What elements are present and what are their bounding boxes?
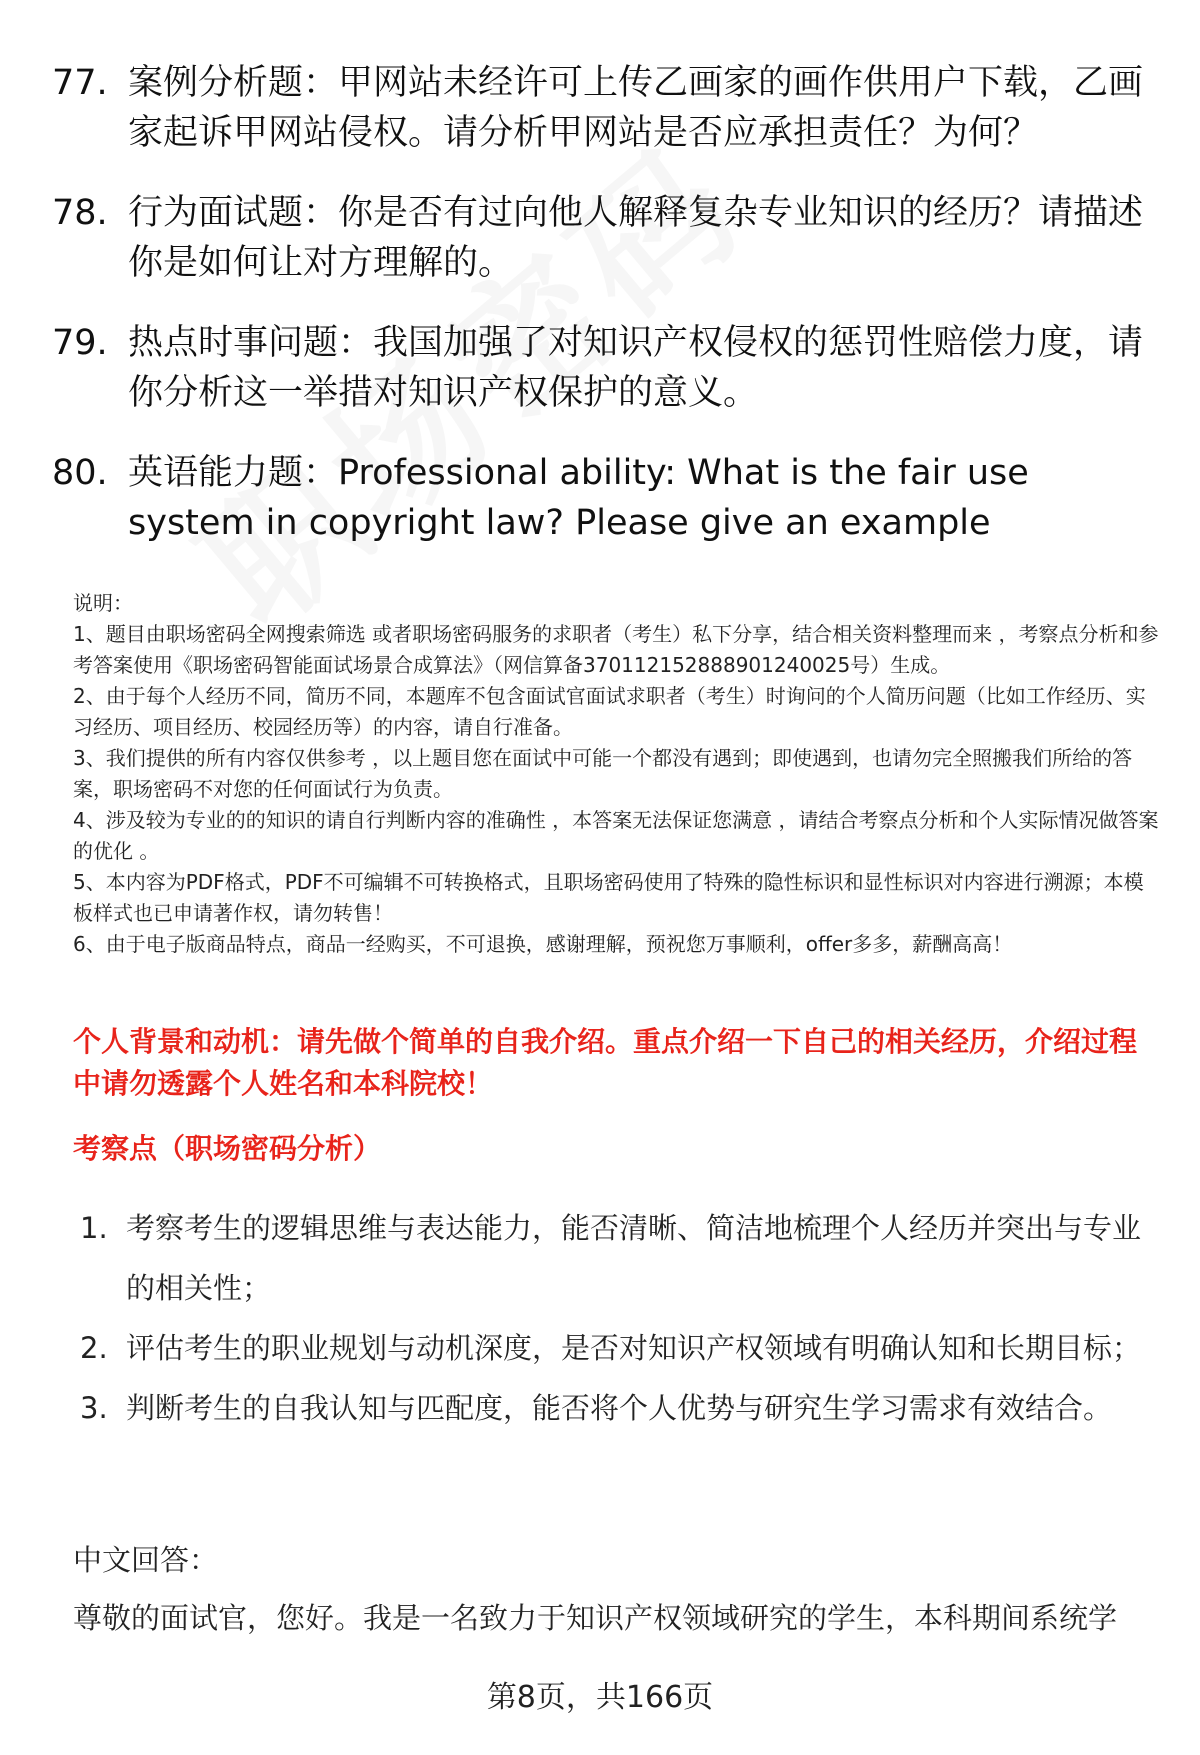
question-text: 案例分析题：甲网站未经许可上传乙画家的画作供用户下载，乙画家起诉甲网站侵权。请分析甲网站是否应承担责任？为何？ <box>128 63 1144 153</box>
point-number: 2. <box>80 1331 108 1365</box>
note-item: 4、涉及较为专业的的知识的请自行判断内容的准确性 ，本答案无法保证您满意 ，请结合考察点分析和个人实际情况做答案的优化 。 <box>73 808 1159 863</box>
question-item <box>52 448 1162 548</box>
question-item <box>52 188 1162 288</box>
question-number: 78. <box>52 193 108 233</box>
notes-title: 说明： <box>73 591 133 615</box>
notes-block <box>73 588 1163 960</box>
points-list <box>80 1198 1160 1438</box>
point-item <box>80 1318 1160 1378</box>
point-text: 判断考生的自我认知与匹配度，能否将个人优势与研究生学习需求有效结合。 <box>126 1391 1113 1425</box>
answer-text: 尊敬的面试官，您好。我是一名致力于知识产权领域研究的学生，本科期间系统学 <box>73 1601 1118 1635</box>
question-text: 热点时事问题：我国加强了对知识产权侵权的惩罚性赔偿力度，请你分析这一举措对知识产权保护的意义。 <box>128 323 1144 413</box>
point-text: 评估考生的职业规划与动机深度，是否对知识产权领域有明确认知和长期目标； <box>126 1331 1142 1365</box>
note-item: 3、我们提供的所有内容仅供参考 ，以上题目您在面试中可能一个都没有遇到；即使遇到，也请勿完全照搬我们所给的答案，职场密码不对您的任何面试行为负责。 <box>73 746 1133 801</box>
point-item <box>80 1378 1160 1438</box>
note-item: 6、由于电子版商品特点，商品一经购买，不可退换，感谢理解，预祝您万事顺利，offer多多，薪酬高高！ <box>73 932 1013 956</box>
point-text: 考察考生的逻辑思维与表达能力，能否清晰、简洁地梳理个人经历并突出与专业的相关性； <box>126 1211 1142 1305</box>
question-number: 77. <box>52 63 108 103</box>
note-item: 5、本内容为PDF格式，PDF不可编辑不可转换格式，且职场密码使用了特殊的隐性标识和显性标识对内容进行溯源；本模板样式也已申请著作权，请勿转售！ <box>73 870 1144 925</box>
points-heading: 考察点（职场密码分析） <box>73 1132 382 1165</box>
interview-question-heading: 个人背景和动机：请先做个简单的自我介绍。重点介绍一下自己的相关经历，介绍过程中请勿透露个人姓名和本科院校！ <box>73 1025 1138 1100</box>
point-item <box>80 1198 1160 1318</box>
question-text: 英语能力题：Professional ability: What is the fair use system in copyright law? Please give an example <box>128 453 1029 543</box>
question-number: 79. <box>52 323 108 363</box>
answer-label: 中文回答： <box>73 1543 219 1577</box>
question-text: 行为面试题：你是否有过向他人解释复杂专业知识的经历？请描述你是如何让对方理解的。 <box>128 193 1144 283</box>
note-item: 2、由于每个人经历不同，简历不同，本题库不包含面试官面试求职者（考生）时询问的个人简历问题（比如工作经历、实习经历、项目经历、校园经历等）的内容，请自行准备。 <box>73 684 1146 739</box>
point-number: 1. <box>80 1211 108 1245</box>
question-item <box>52 318 1162 418</box>
point-number: 3. <box>80 1391 108 1425</box>
question-number: 80. <box>52 453 108 493</box>
question-item <box>52 58 1162 158</box>
note-item: 1、题目由职场密码全网搜索筛选 或者职场密码服务的求职者（考生）私下分享，结合相关资料整理而来 ，考察点分析和参考答案使用《职场密码智能面试场景合成算法》（网信算备370112152888901240025号）生成。 <box>73 622 1159 677</box>
question-list <box>52 58 1162 578</box>
page-footer: 第8页，共166页 <box>486 1680 714 1715</box>
